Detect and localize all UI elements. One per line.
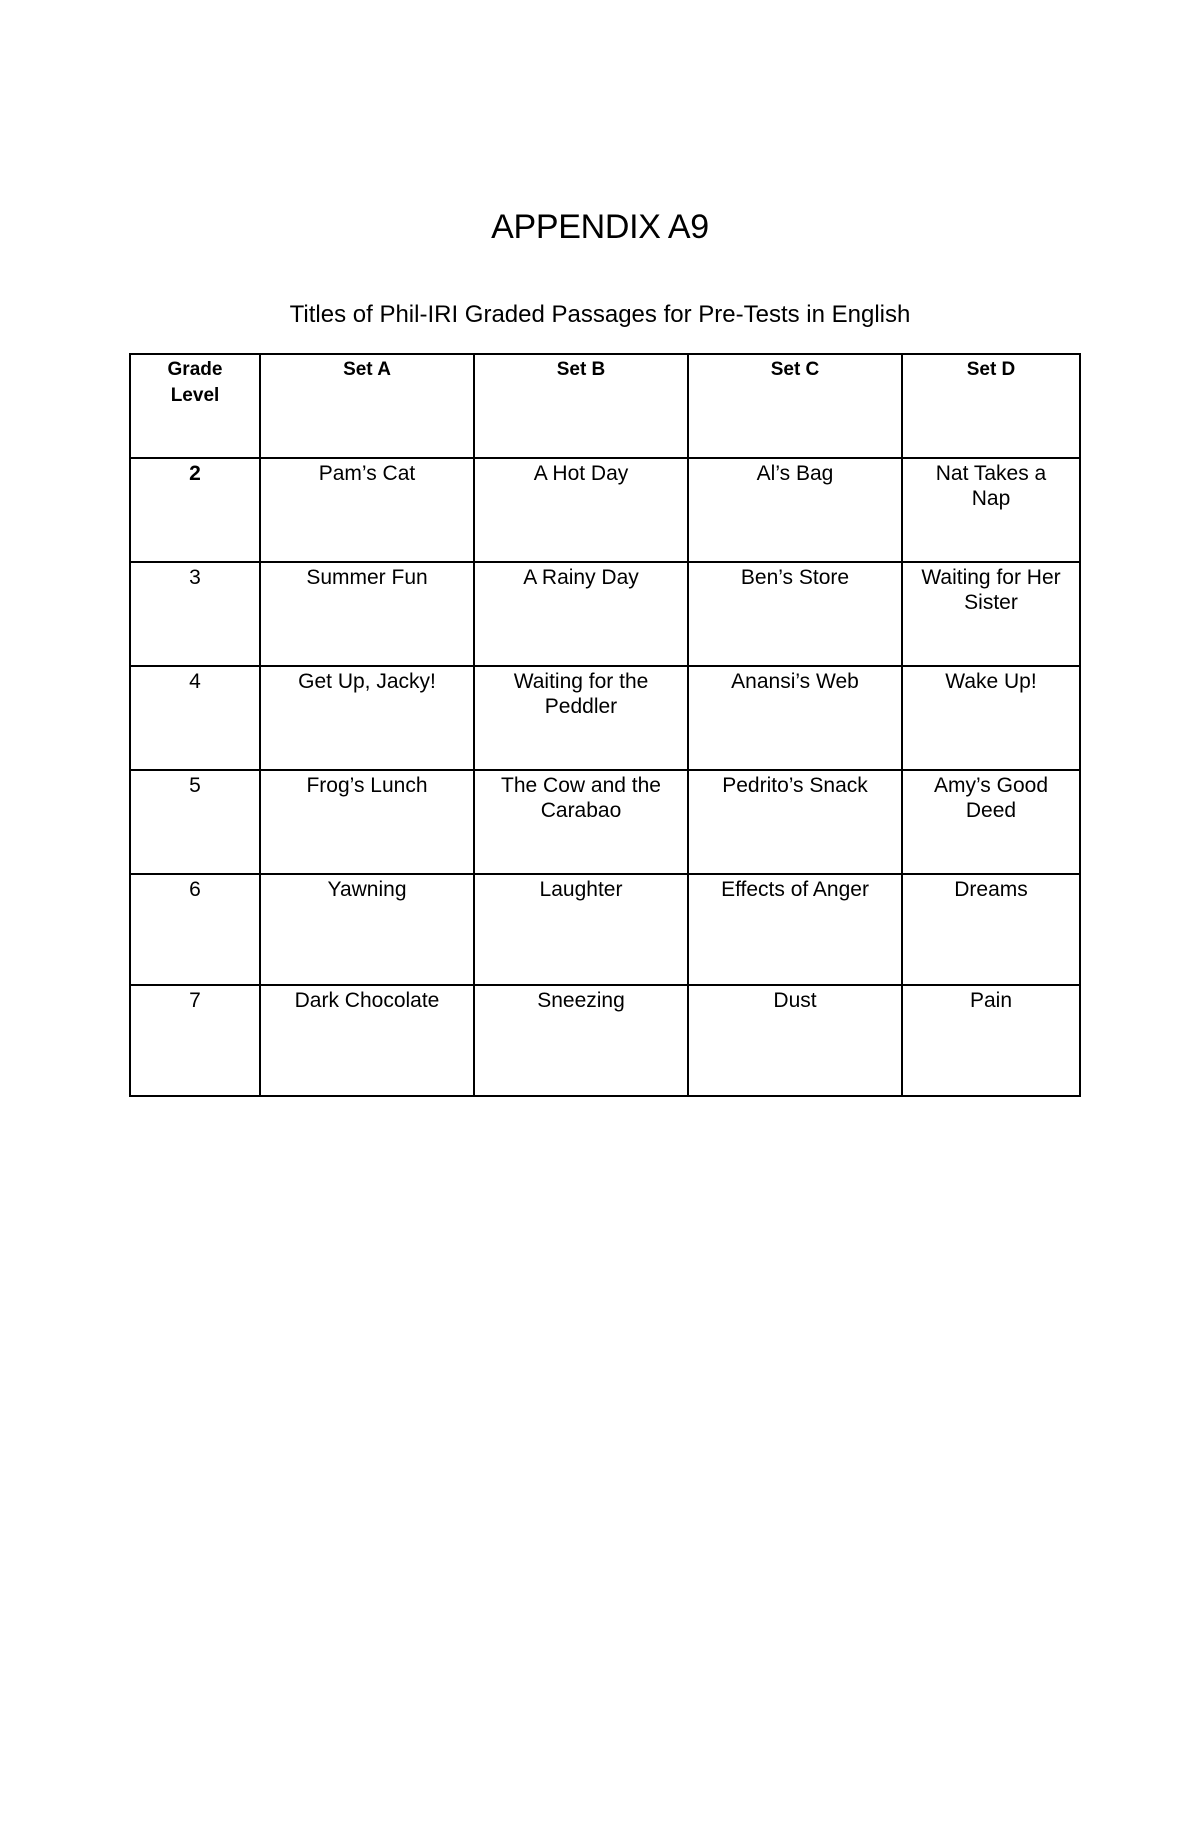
table-row	[130, 985, 1080, 1096]
set-c-cell: Anansi’s Web	[688, 666, 902, 770]
set-d-cell: Waiting for Her Sister	[902, 562, 1080, 666]
header-row	[130, 354, 1080, 458]
passages-table	[129, 353, 1081, 1097]
set-a-cell: Dark Chocolate	[260, 985, 474, 1096]
table-row	[130, 770, 1080, 874]
set-d-cell: Wake Up!	[902, 666, 1080, 770]
set-a-cell: Yawning	[260, 874, 474, 985]
set-a-cell: Pam’s Cat	[260, 458, 474, 562]
set-a-cell: Get Up, Jacky!	[260, 666, 474, 770]
header-set-b: Set B	[474, 354, 688, 458]
set-d-cell: Pain	[902, 985, 1080, 1096]
grade-cell: 4	[130, 666, 260, 770]
header-set-c: Set C	[688, 354, 902, 458]
grade-cell: 2	[130, 458, 260, 562]
table-row	[130, 562, 1080, 666]
set-b-cell: A Hot Day	[474, 458, 688, 562]
set-c-cell: Al’s Bag	[688, 458, 902, 562]
set-c-cell: Ben’s Store	[688, 562, 902, 666]
table-row	[130, 666, 1080, 770]
set-d-cell: Dreams	[902, 874, 1080, 985]
header-set-d: Set D	[902, 354, 1080, 458]
set-d-cell: Nat Takes a Nap	[902, 458, 1080, 562]
header-grade-level: Grade Level	[130, 354, 260, 458]
table-row	[130, 458, 1080, 562]
set-a-cell: Summer Fun	[260, 562, 474, 666]
grade-cell: 7	[130, 985, 260, 1096]
grade-cell: 5	[130, 770, 260, 874]
table-caption: Titles of Phil-IRI Graded Passages for Pre-Tests in English	[289, 301, 911, 328]
set-c-cell: Pedrito’s Snack	[688, 770, 902, 874]
set-b-cell: Laughter	[474, 874, 688, 985]
page-title: APPENDIX A9	[491, 208, 709, 246]
set-b-cell: Sneezing	[474, 985, 688, 1096]
header-set-a: Set A	[260, 354, 474, 458]
set-c-cell: Dust	[688, 985, 902, 1096]
grade-cell: 3	[130, 562, 260, 666]
set-d-cell: Amy’s Good Deed	[902, 770, 1080, 874]
set-b-cell: A Rainy Day	[474, 562, 688, 666]
set-b-cell: The Cow and the Carabao	[474, 770, 688, 874]
set-b-cell: Waiting for the Peddler	[474, 666, 688, 770]
grade-cell: 6	[130, 874, 260, 985]
set-a-cell: Frog’s Lunch	[260, 770, 474, 874]
table-row	[130, 874, 1080, 985]
set-c-cell: Effects of Anger	[688, 874, 902, 985]
